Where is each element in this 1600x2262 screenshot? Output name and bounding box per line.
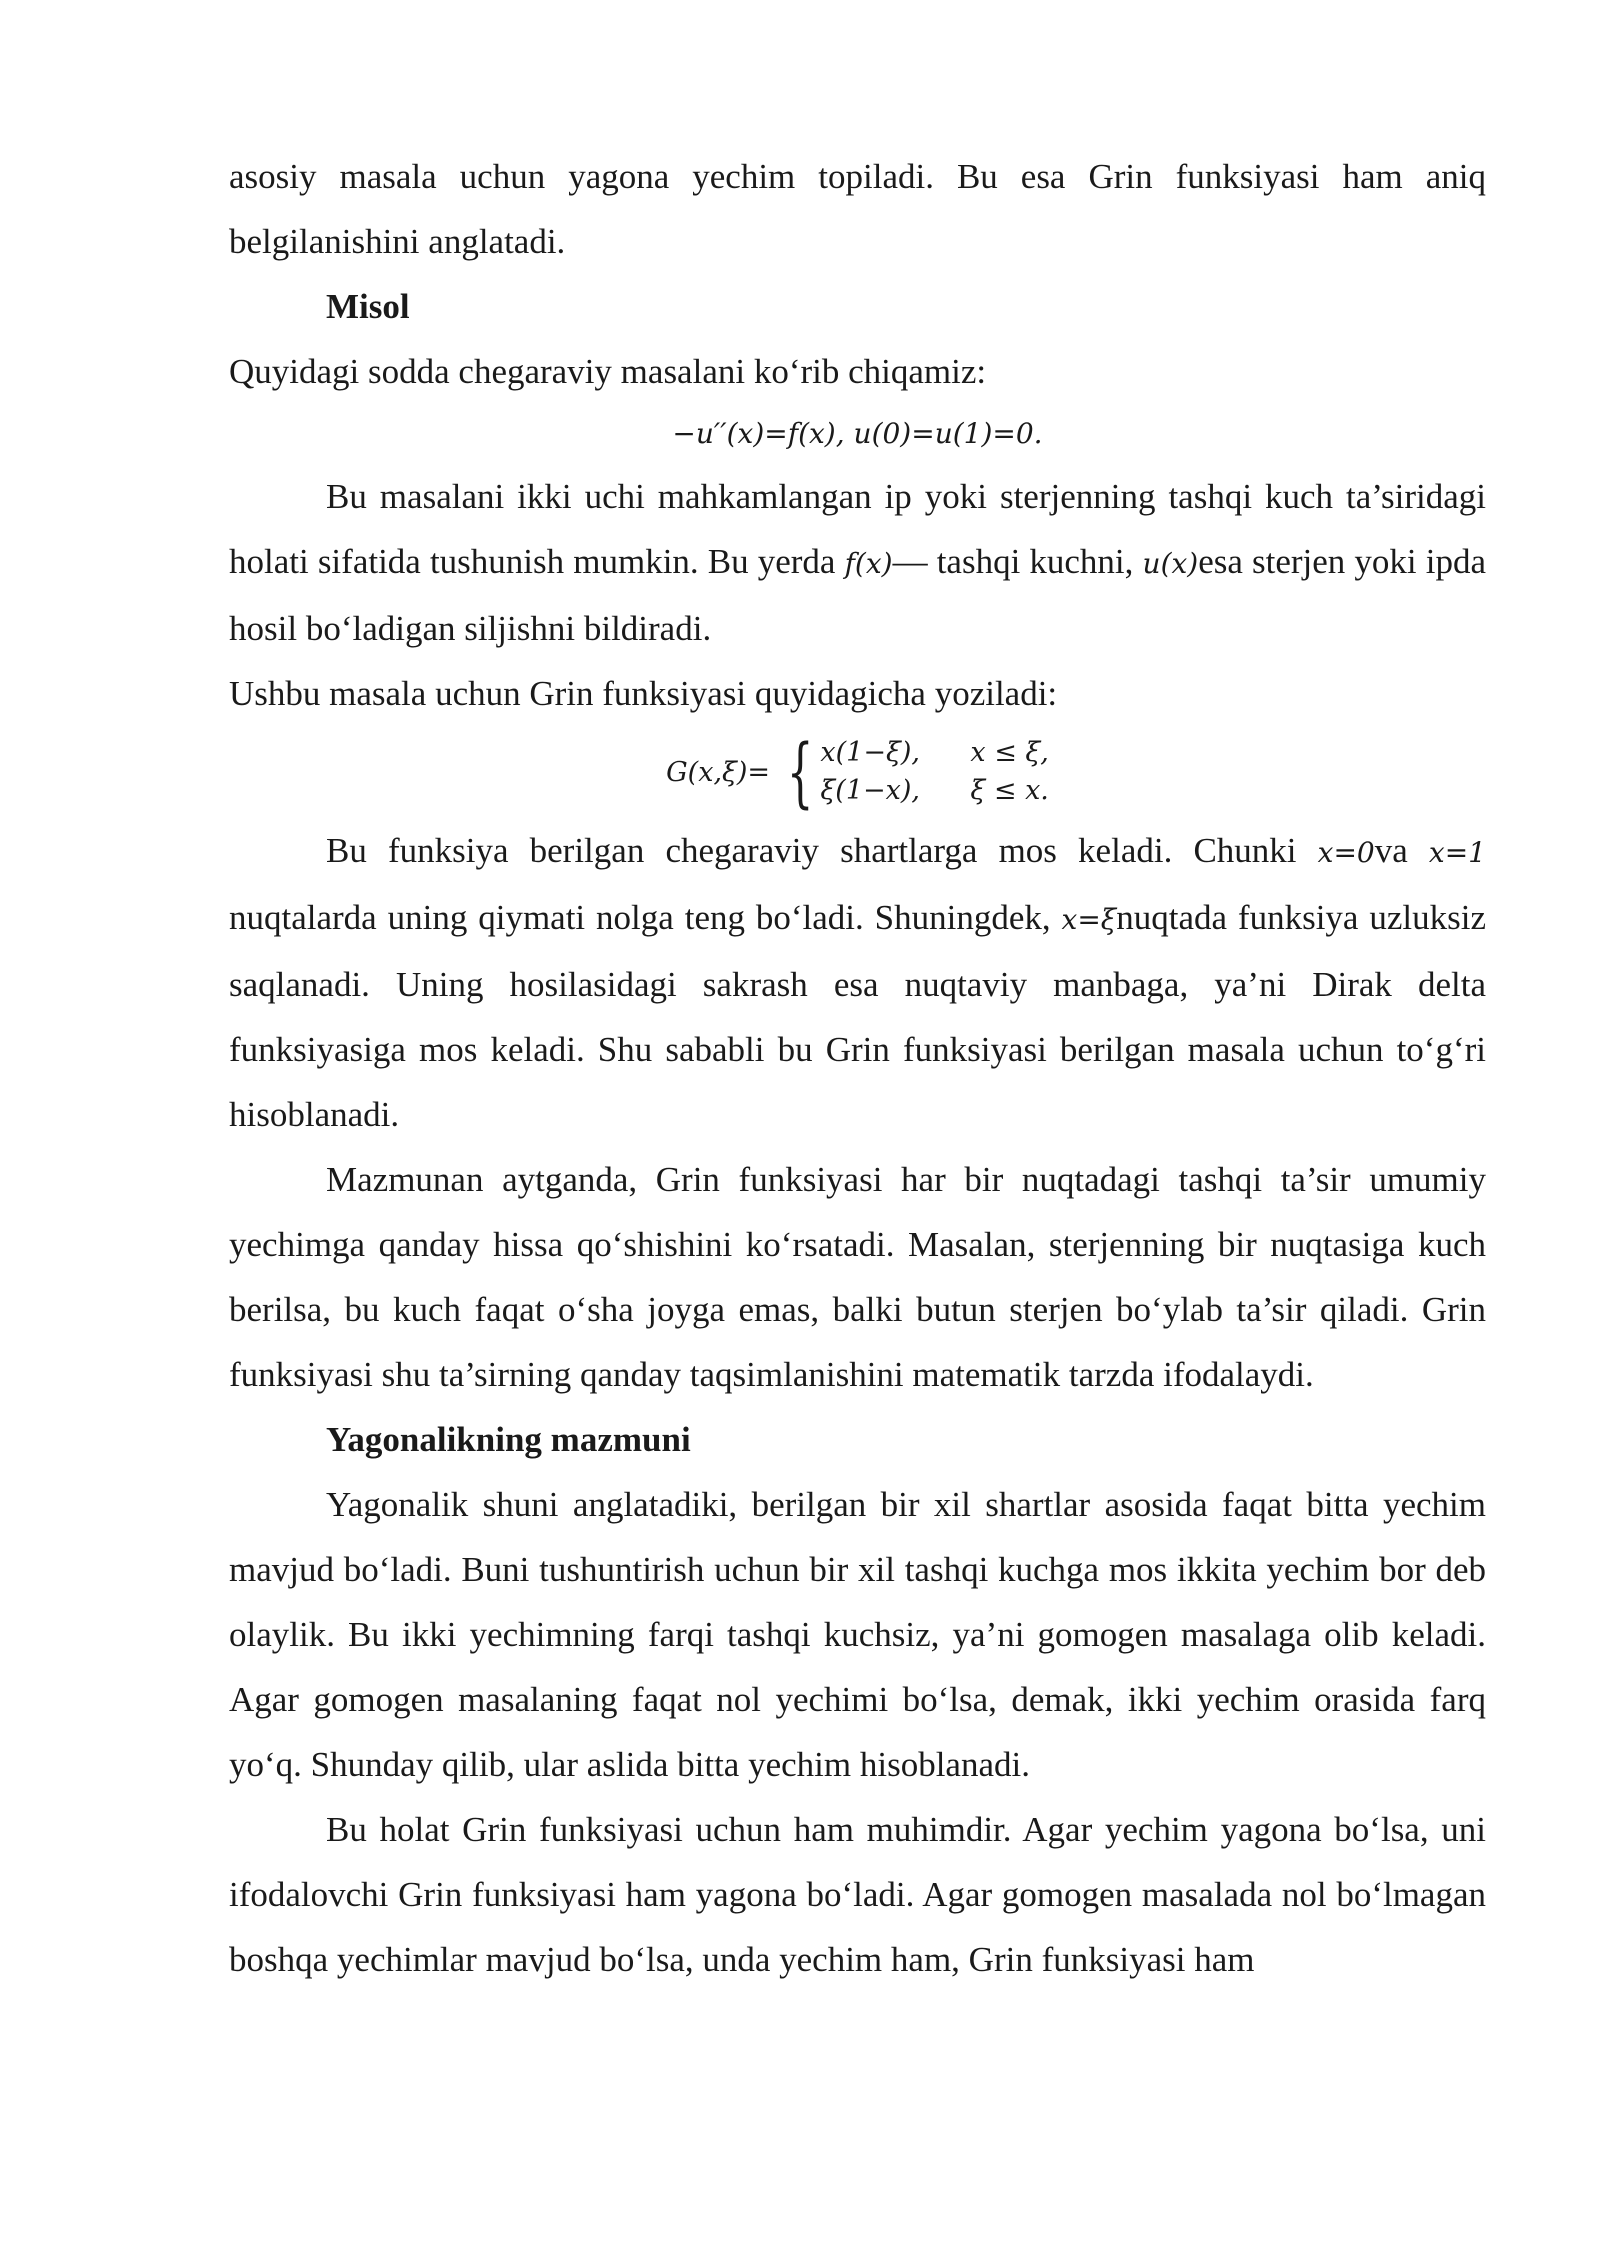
paragraph-grin-yoziladi: Ushbu masala uchun Grin funksiyasi quyidagicha yoziladi: xyxy=(229,674,1058,713)
paragraph-bu-holat: Bu holat Grin funksiyasi uchun ham muhimdir. Agar yechim yagona bo‘lsa, uni ifodalovchi Grin funksiyasi ham yagona bo‘ladi. Agar gomogen masalada nol bo‘lmagan boshqa yechimlar mavjud bo‘lsa, unda yechim ham, Grin funksiyasi ham xyxy=(229,1810,1486,1979)
paragraph-shartlar xyxy=(229,818,1486,1147)
text-segment: nuqtada funksiya uzluksiz saqlanadi. Uning hosilasidagi sakrash esa nuqtaviy manbaga, ya’ni Dirak delta funksiyasiga mos keladi. Shu sababli bu Grin funksiyasi berilgan masala uchun to‘g‘ri hisoblanadi. xyxy=(229,898,1486,1134)
formula-cases xyxy=(820,734,1048,810)
case-condition: x ≤ ξ, xyxy=(970,737,1049,768)
case-expression: x(1−ξ), xyxy=(820,737,920,768)
paragraph-masala-tushuntirish xyxy=(229,464,1486,661)
paragraph-intro: asosiy masala uchun yagona yechim topiladi. Bu esa Grin funksiyasi ham aniq belgilanishini anglatadi. xyxy=(229,157,1486,261)
page-content xyxy=(229,144,1486,1992)
math-x-equals-0: x=0 xyxy=(1317,836,1375,869)
left-brace: { xyxy=(786,727,814,816)
formula-case-2 xyxy=(820,772,1048,810)
green-formula-lhs: G(x,ξ)= xyxy=(666,756,771,788)
math-x-equals-1: x=1 xyxy=(1428,836,1486,869)
text-segment: va xyxy=(1374,831,1429,870)
math-x-equals-xi: x=ξ xyxy=(1061,903,1117,936)
case-expression: ξ(1−x), xyxy=(820,775,920,806)
text-segment: esa sterjen yoki ipda hosil bo‘ladigan siljishni bildiradi. xyxy=(229,542,1486,648)
boundary-problem-formula: −u′′(x)=f(x), u(0)=u(1)=0. xyxy=(672,417,1043,450)
heading-yagonalik: Yagonalikning mazmuni xyxy=(326,1420,691,1459)
math-ux: u(x) xyxy=(1142,547,1199,580)
paragraph-quyidagi: Quyidagi sodda chegaraviy masalani ko‘rib chiqamiz: xyxy=(229,352,987,391)
text-segment: — tashqi kuchni, xyxy=(892,542,1143,581)
case-condition: ξ ≤ x. xyxy=(970,775,1049,806)
text-segment: Bu funksiya berilgan chegaraviy shartlarga mos keladi. Chunki xyxy=(326,831,1318,870)
text-segment: nuqtalarda uning qiymati nolga teng bo‘ladi. Shuningdek, xyxy=(229,898,1062,937)
math-fx: f(x) xyxy=(844,547,893,580)
paragraph-yagonalik: Yagonalik shuni anglatadiki, berilgan bir xil shartlar asosida faqat bitta yechim mavjud bo‘ladi. Buni tushuntirish uchun bir xil tashqi kuchga mos ikkita yechim bor deb olaylik. Bu ikki yechimning farqi tashqi kuchsiz, ya’ni gomogen masalaga olib keladi. Agar gomogen masalaning faqat nol yechimi bo‘lsa, demak, ikki yechim orasida farq yo‘q. Shunday qilib, ular aslida bitta yechim hisoblanadi. xyxy=(229,1485,1486,1784)
green-function-formula xyxy=(229,726,1486,818)
text-segment: Bu masalani ikki uchi mahkamlangan ip yoki sterjenning tashqi kuch ta’siridagi holati sifatida tushunish mumkin. Bu yerda xyxy=(229,477,1486,581)
heading-misol: Misol xyxy=(326,287,410,326)
paragraph-mazmunan: Mazmunan aytganda, Grin funksiyasi har bir nuqtadagi tashqi ta’sir umumiy yechimga qanday hissa qo‘shishini ko‘rsatadi. Masalan, sterjenning bir nuqtasiga kuch berilsa, bu kuch faqat o‘sha joyga emas, balki butun sterjen bo‘ylab ta’sir qiladi. Grin funksiyasi shu ta’sirning qanday taqsimlanishini matematik tarzda ifodalaydi. xyxy=(229,1160,1486,1394)
formula-case-1 xyxy=(820,734,1048,772)
